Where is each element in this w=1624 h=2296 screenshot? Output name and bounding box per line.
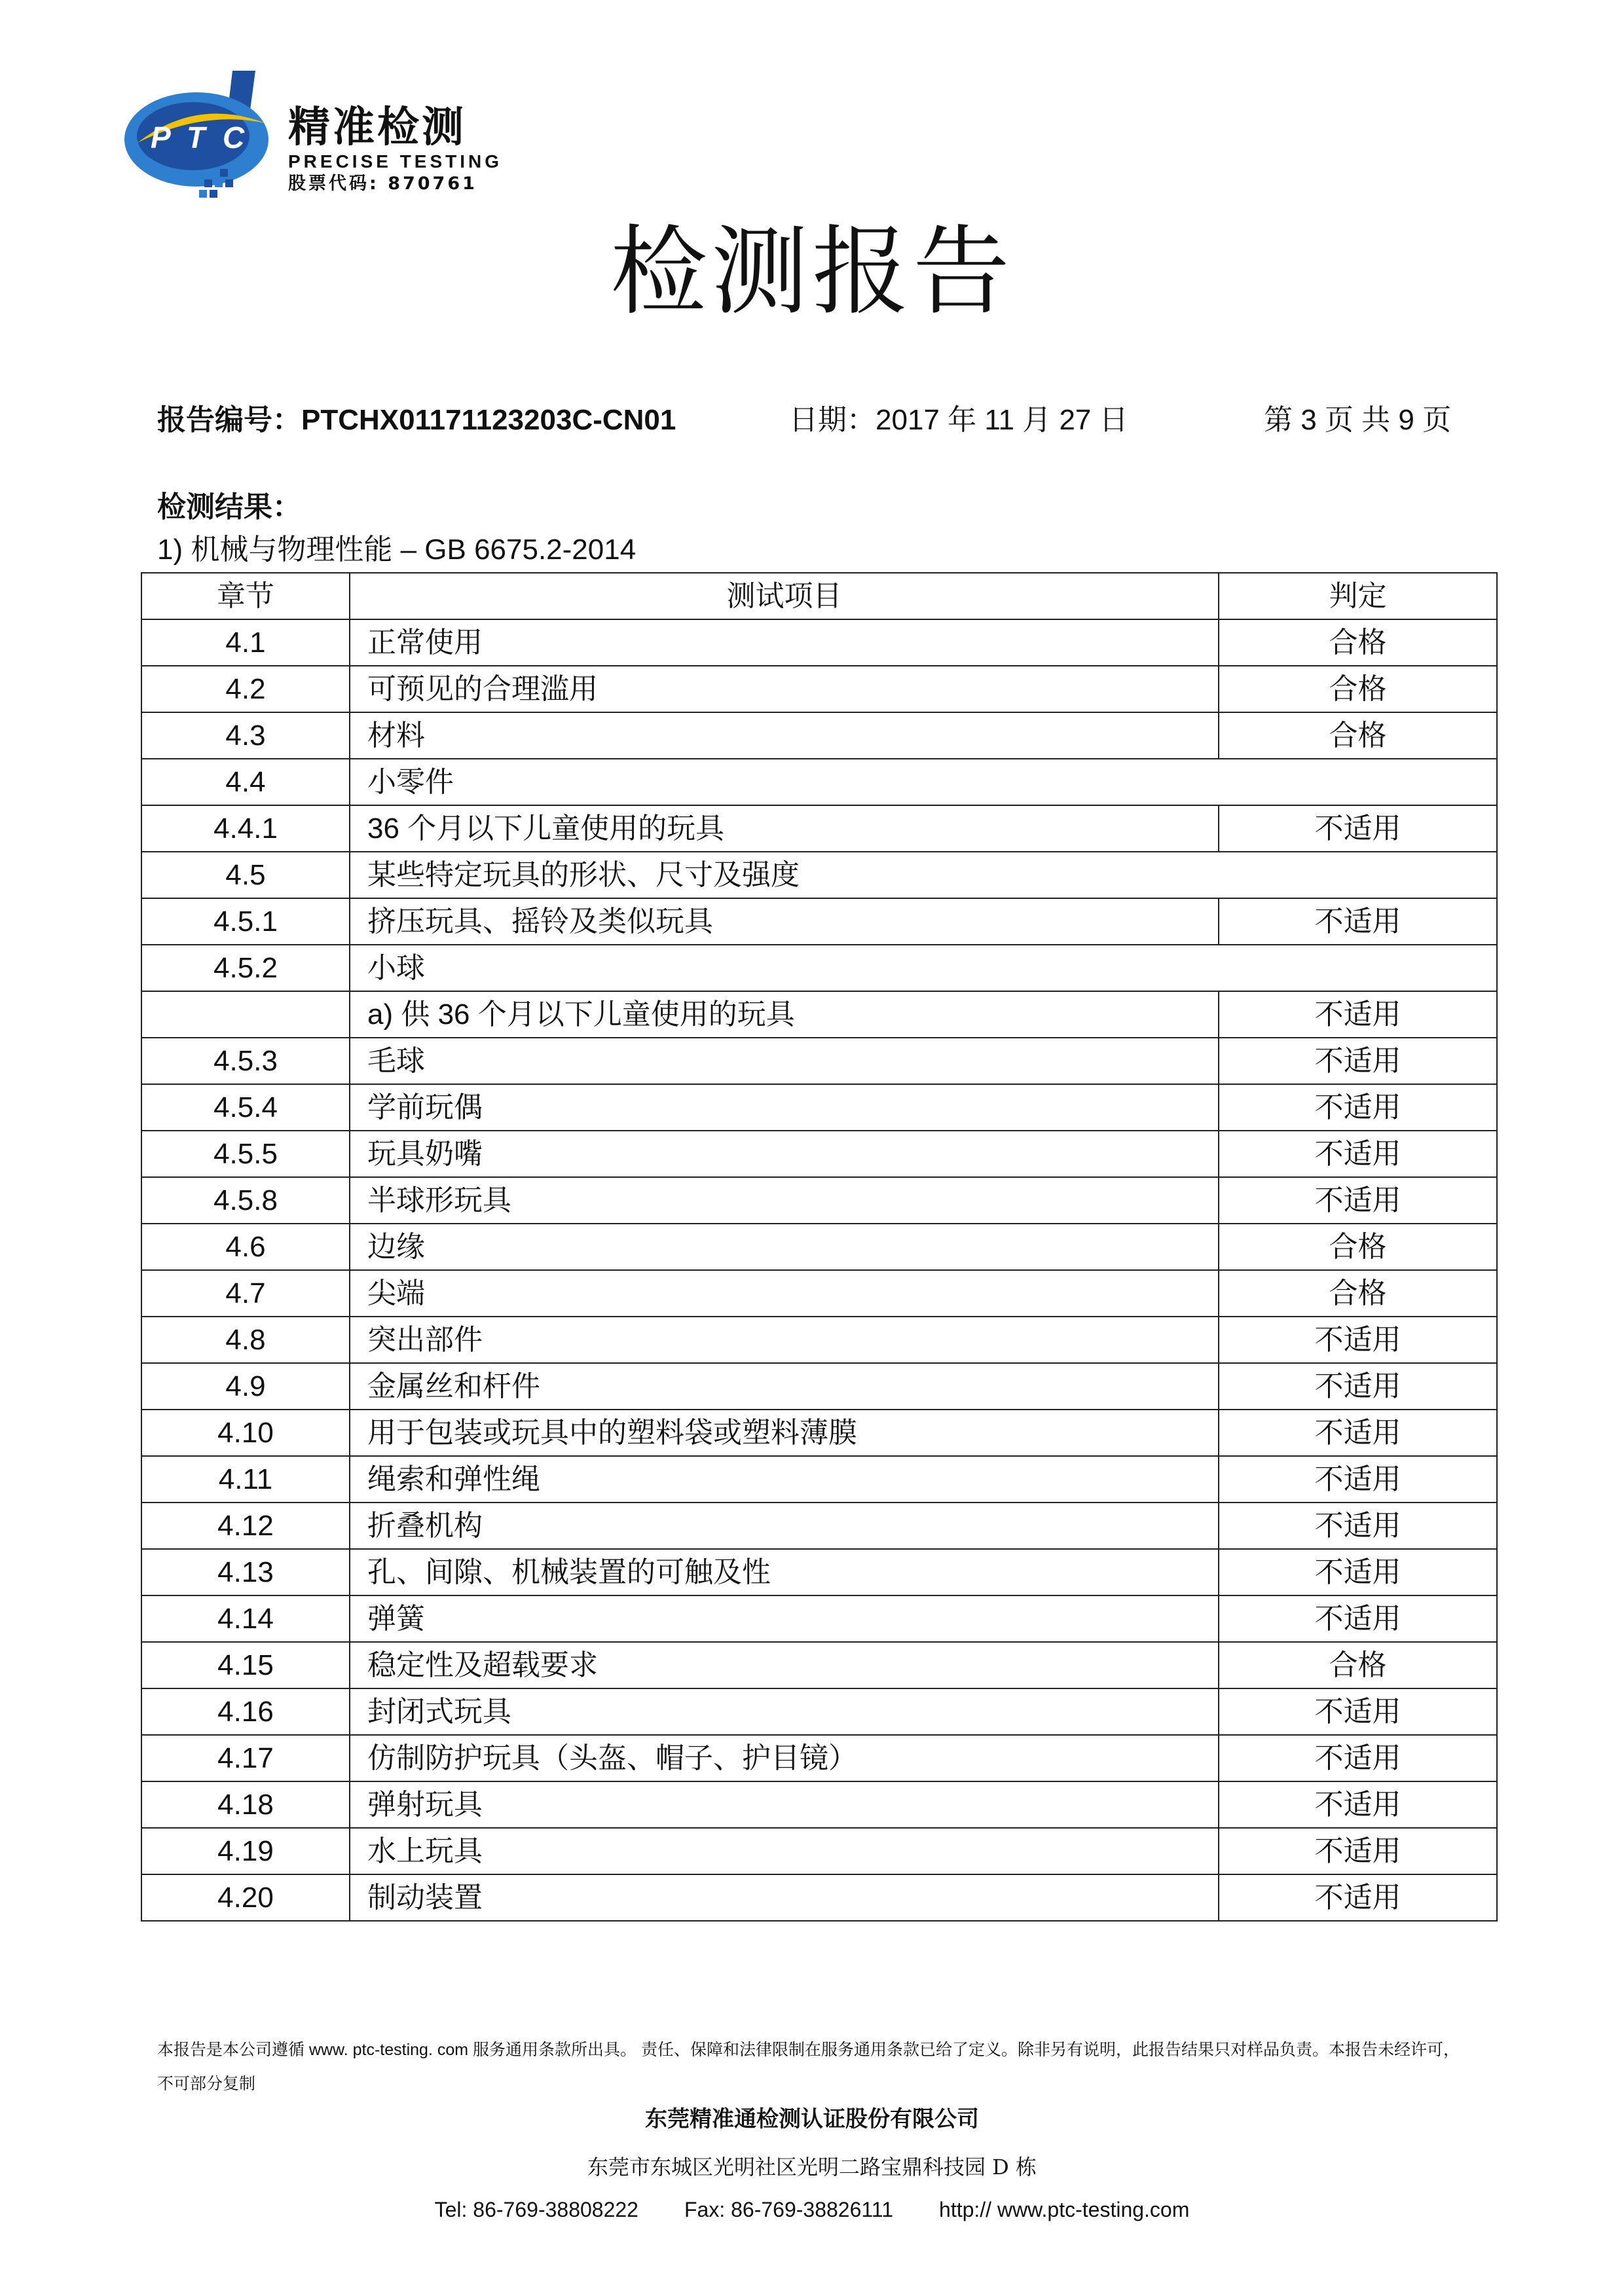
footer-address: 东莞市东城区光明社区光明二路宝鼎科技园 D 栋 [587, 2155, 1037, 2179]
row-item: 正常使用 [350, 619, 1219, 666]
row-item: 半球形玩具 [350, 1177, 1219, 1224]
table-row [141, 1595, 1497, 1642]
row-section: 4.13 [141, 1549, 350, 1595]
document-title: 检测报告 [610, 215, 1014, 328]
row-item: 用于包装或玩具中的塑料袋或塑料薄膜 [350, 1410, 1219, 1456]
row-verdict: 合格 [1219, 712, 1497, 759]
footer-disclaimer: 本报告是本公司遵循 www. ptc-testing. com 服务通用条款所出具。 责任、保障和法律限制在服务通用条款已给了定义。除非另有说明，此报告结果只对样品负责。本报告未经许可， 不可部分复制 [157, 2041, 1460, 2093]
row-verdict: 合格 [1219, 1270, 1497, 1317]
row-item: 水上玩具 [350, 1828, 1219, 1874]
row-section: 4.5.3 [141, 1038, 350, 1084]
table-row [141, 666, 1497, 712]
table-row [141, 712, 1497, 759]
results-label: 检测结果： [157, 491, 301, 523]
row-verdict: 不适用 [1219, 1177, 1497, 1224]
row-verdict: 不适用 [1219, 1549, 1497, 1595]
table-row [141, 852, 1497, 898]
row-item: 边缘 [350, 1224, 1219, 1270]
row-verdict: 不适用 [1219, 805, 1497, 852]
header-verdict: 判定 [1219, 573, 1497, 619]
table-row [141, 1177, 1497, 1224]
row-item: 某些特定玩具的形状、尺寸及强度 [350, 852, 1497, 898]
row-verdict: 合格 [1219, 619, 1497, 666]
row-section: 4.6 [141, 1224, 350, 1270]
footer-url: http:// www.ptc-testing.com [939, 2198, 1190, 2221]
results-table [141, 572, 1498, 1922]
table-row [141, 1084, 1497, 1131]
row-verdict: 合格 [1219, 1224, 1497, 1270]
row-item: 毛球 [350, 1038, 1219, 1084]
logo-stock-code: 股票代码: 870761 [288, 173, 477, 194]
row-verdict: 合格 [1219, 666, 1497, 712]
row-section: 4.5 [141, 852, 350, 898]
row-verdict: 不适用 [1219, 1781, 1497, 1828]
row-verdict: 合格 [1219, 1642, 1497, 1688]
header-item: 测试项目 [350, 573, 1219, 619]
row-section: 4.15 [141, 1642, 350, 1688]
row-item: 小零件 [350, 759, 1497, 805]
row-verdict: 不适用 [1219, 1688, 1497, 1735]
row-verdict: 不适用 [1219, 1456, 1497, 1503]
table-row [141, 1781, 1497, 1828]
row-item: 折叠机构 [350, 1503, 1219, 1549]
row-verdict: 不适用 [1219, 1595, 1497, 1642]
row-section: 4.5.1 [141, 898, 350, 945]
row-section: 4.5.4 [141, 1084, 350, 1131]
row-item: 玩具奶嘴 [350, 1131, 1219, 1177]
row-verdict: 不适用 [1219, 1410, 1497, 1456]
row-section: 4.1 [141, 619, 350, 666]
table-row [141, 1270, 1497, 1317]
row-item: 突出部件 [350, 1317, 1219, 1363]
row-verdict: 不适用 [1219, 1363, 1497, 1410]
table-row [141, 619, 1497, 666]
row-section: 4.5.5 [141, 1131, 350, 1177]
footer-contact [0, 2193, 1624, 2226]
logo-name-en: PRECISE TESTING [288, 151, 503, 172]
report-number: 报告编号：PTCHX01171123203C-CN01 [157, 404, 676, 436]
row-section: 4.18 [141, 1781, 350, 1828]
row-verdict: 不适用 [1219, 1084, 1497, 1131]
row-verdict: 不适用 [1219, 1131, 1497, 1177]
row-item: 尖端 [350, 1270, 1219, 1317]
row-item: 小球 [350, 945, 1497, 991]
row-item: 金属丝和杆件 [350, 1363, 1219, 1410]
header-section: 章节 [141, 573, 350, 619]
table-row [141, 1549, 1497, 1595]
logo-name-cn: 精准检测 [288, 103, 466, 152]
row-verdict: 不适用 [1219, 991, 1497, 1038]
row-section: 4.7 [141, 1270, 350, 1317]
row-item: 弹射玩具 [350, 1781, 1219, 1828]
row-verdict: 不适用 [1219, 1038, 1497, 1084]
row-section: 4.3 [141, 712, 350, 759]
row-section: 4.4 [141, 759, 350, 805]
table-row [141, 1828, 1497, 1874]
table-row [141, 1363, 1497, 1410]
row-item: 学前玩偶 [350, 1084, 1219, 1131]
table-row [141, 991, 1497, 1038]
row-section: 4.16 [141, 1688, 350, 1735]
row-item: 绳索和弹性绳 [350, 1456, 1219, 1503]
row-section: 4.20 [141, 1874, 350, 1921]
row-section: 4.12 [141, 1503, 350, 1549]
footer-company-name: 东莞精准通检测认证股份有限公司 [645, 2107, 979, 2132]
table-row [141, 1456, 1497, 1503]
row-item: 挤压玩具、摇铃及类似玩具 [350, 898, 1219, 945]
row-verdict: 不适用 [1219, 1317, 1497, 1363]
row-section: 4.11 [141, 1456, 350, 1503]
emblem-letters: P T C [151, 120, 245, 155]
row-item: 稳定性及超载要求 [350, 1642, 1219, 1688]
table-row [141, 1410, 1497, 1456]
table-row [141, 1735, 1497, 1781]
row-item: 材料 [350, 712, 1219, 759]
row-item: 封闭式玩具 [350, 1688, 1219, 1735]
table-row [141, 1874, 1497, 1921]
row-section: 4.5.8 [141, 1177, 350, 1224]
page-indicator: 第 3 页 共 9 页 [1264, 404, 1452, 436]
row-item: 制动装置 [350, 1874, 1219, 1921]
table-row [141, 898, 1497, 945]
row-verdict: 不适用 [1219, 1735, 1497, 1781]
row-item: 仿制防护玩具（头盔、帽子、护目镜） [350, 1735, 1219, 1781]
table-row [141, 805, 1497, 852]
row-section: 4.8 [141, 1317, 350, 1363]
footer-fax: Fax: 86-769-38826111 [684, 2198, 894, 2221]
table-header-row [141, 573, 1497, 619]
row-section: 4.4.1 [141, 805, 350, 852]
report-date: 日期：2017 年 11 月 27 日 [789, 404, 1128, 436]
section-subtitle: 1) 机械与物理性能 – GB 6675.2-2014 [157, 534, 637, 566]
footer-tel: Tel: 86-769-38808222 [434, 2198, 638, 2221]
table-row [141, 1503, 1497, 1549]
table-row [141, 1224, 1497, 1270]
row-section: 4.19 [141, 1828, 350, 1874]
table-row [141, 1317, 1497, 1363]
row-section: 4.5.2 [141, 945, 350, 991]
row-section: 4.14 [141, 1595, 350, 1642]
row-section: 4.10 [141, 1410, 350, 1456]
row-item: a) 供 36 个月以下儿童使用的玩具 [350, 991, 1219, 1038]
row-section: 4.2 [141, 666, 350, 712]
table-row [141, 945, 1497, 991]
logo-text-block [288, 105, 502, 195]
table-row [141, 759, 1497, 805]
table-row [141, 1131, 1497, 1177]
table-row [141, 1642, 1497, 1688]
row-item: 孔、间隙、机械装置的可触及性 [350, 1549, 1219, 1595]
row-verdict: 不适用 [1219, 1874, 1497, 1921]
row-item: 弹簧 [350, 1595, 1219, 1642]
table-row [141, 1688, 1497, 1735]
row-verdict: 不适用 [1219, 1503, 1497, 1549]
table-row [141, 1038, 1497, 1084]
row-section: 4.17 [141, 1735, 350, 1781]
row-item: 36 个月以下儿童使用的玩具 [350, 805, 1219, 852]
row-verdict: 不适用 [1219, 1828, 1497, 1874]
row-section: 4.9 [141, 1363, 350, 1410]
row-section [141, 991, 350, 1038]
row-item: 可预见的合理滥用 [350, 666, 1219, 712]
row-verdict: 不适用 [1219, 898, 1497, 945]
